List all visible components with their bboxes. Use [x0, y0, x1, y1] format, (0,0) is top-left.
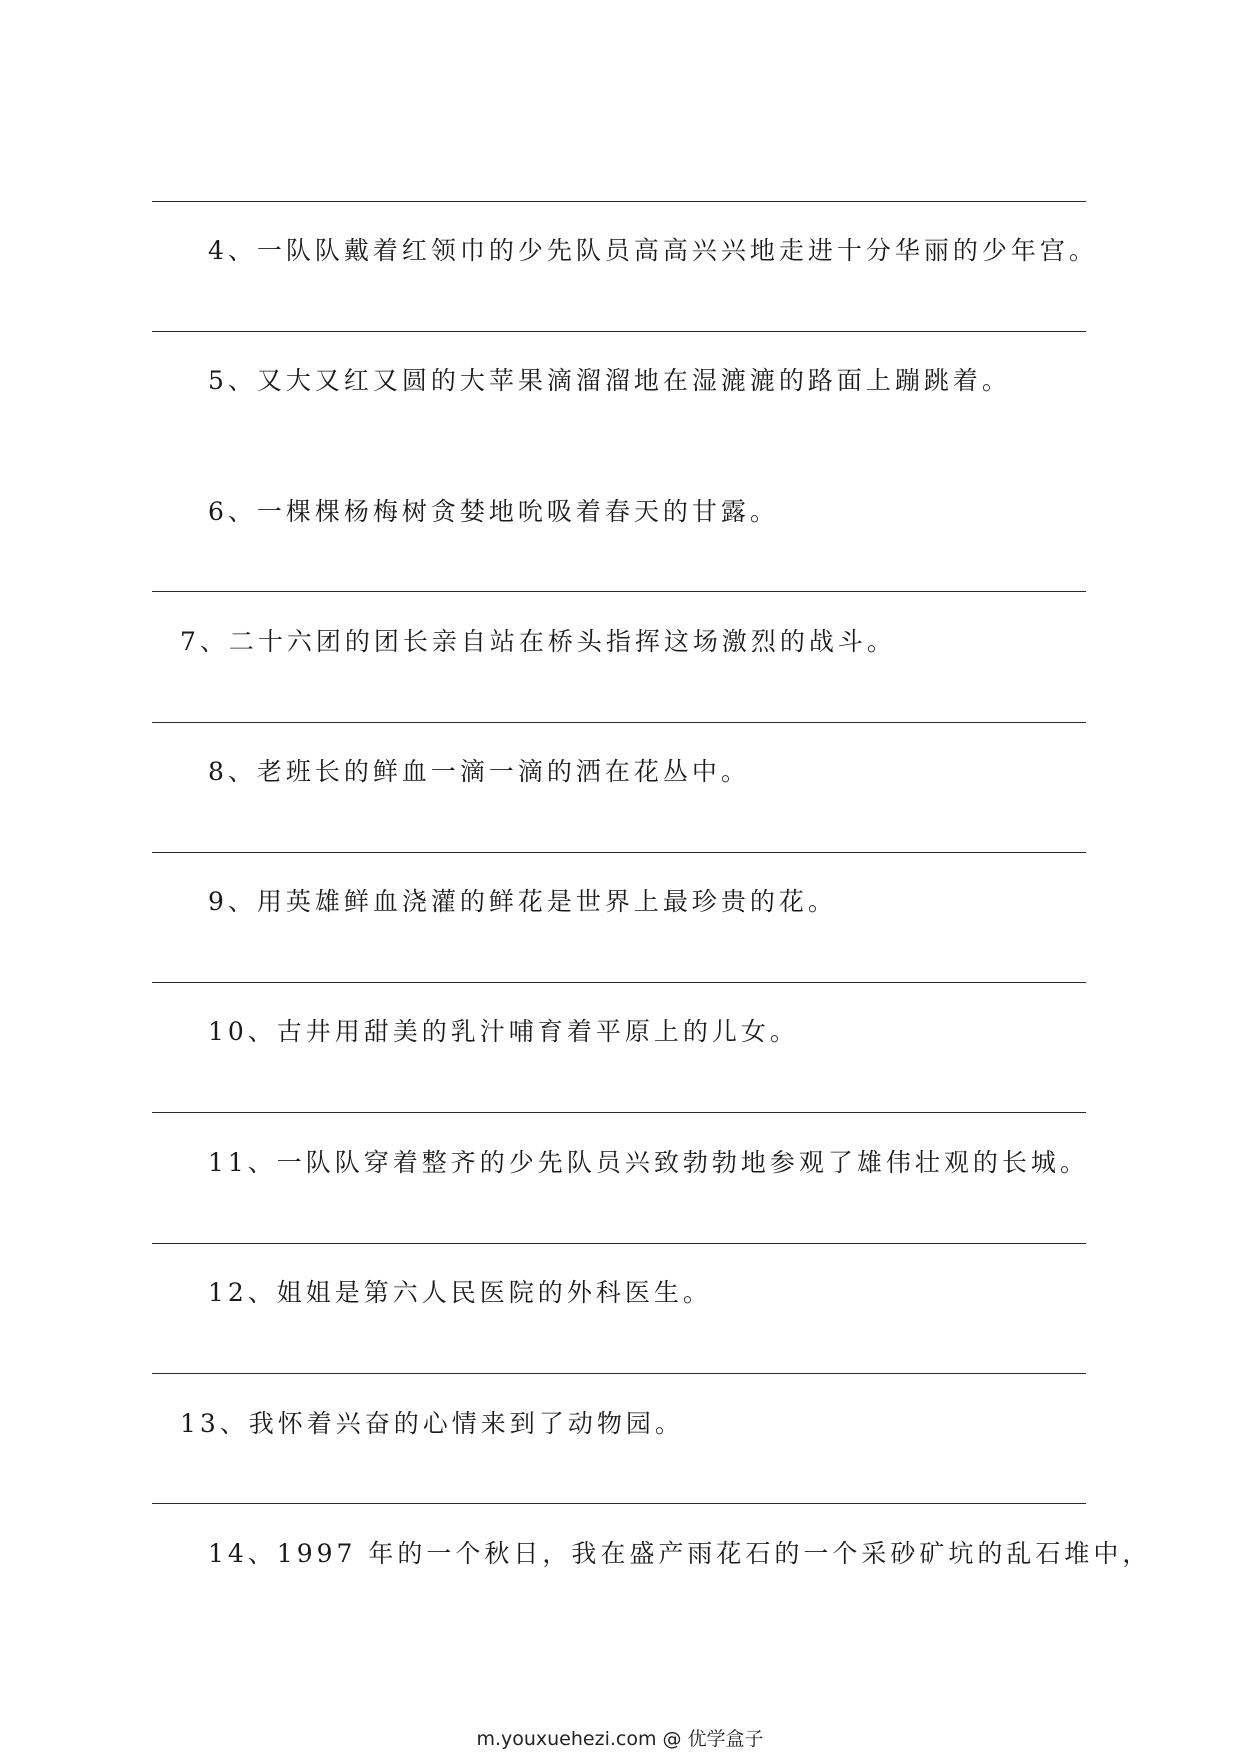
footer-site-link[interactable]: m.youxuehezi.com @ 优学盒子	[476, 1728, 764, 1750]
sentence-9: 9、用英雄鲜血浇灌的鲜花是世界上最珍贵的花。	[208, 887, 837, 916]
sentence-13: 13、我怀着兴奋的心情来到了动物园。	[180, 1409, 684, 1438]
sentence-4: 4、一队队戴着红领巾的少先队员高高兴兴地走进十分华丽的少年宫。	[208, 236, 1098, 265]
answer-line	[152, 1373, 1086, 1374]
sentence-14: 14、1997 年的一个秋日，我在盛产雨花石的一个采砂矿坑的乱石堆中，	[208, 1539, 1152, 1568]
answer-line	[152, 982, 1086, 983]
answer-line	[152, 722, 1086, 723]
answer-line	[152, 331, 1086, 332]
answer-line	[152, 201, 1086, 202]
sentence-10: 10、古井用甜美的乳汁哺育着平原上的儿女。	[208, 1017, 799, 1046]
sentence-6: 6、一棵棵杨梅树贪婪地吮吸着春天的甘露。	[208, 497, 779, 526]
sentence-11: 11、一队队穿着整齐的少先队员兴致勃勃地参观了雄伟壮观的长城。	[208, 1148, 1089, 1177]
answer-line	[152, 1243, 1086, 1244]
sentence-5: 5、又大又红又圆的大苹果滴溜溜地在湿漉漉的路面上蹦跳着。	[208, 366, 1011, 395]
sentence-12: 12、姐姐是第六人民医院的外科医生。	[208, 1278, 712, 1307]
answer-line	[152, 1503, 1086, 1504]
answer-line	[152, 1112, 1086, 1113]
sentence-8: 8、老班长的鲜血一滴一滴的洒在花丛中。	[208, 757, 750, 786]
sentence-7: 7、二十六团的团长亲自站在桥头指挥这场激烈的战斗。	[180, 627, 896, 656]
answer-line	[152, 852, 1086, 853]
answer-line	[152, 591, 1086, 592]
